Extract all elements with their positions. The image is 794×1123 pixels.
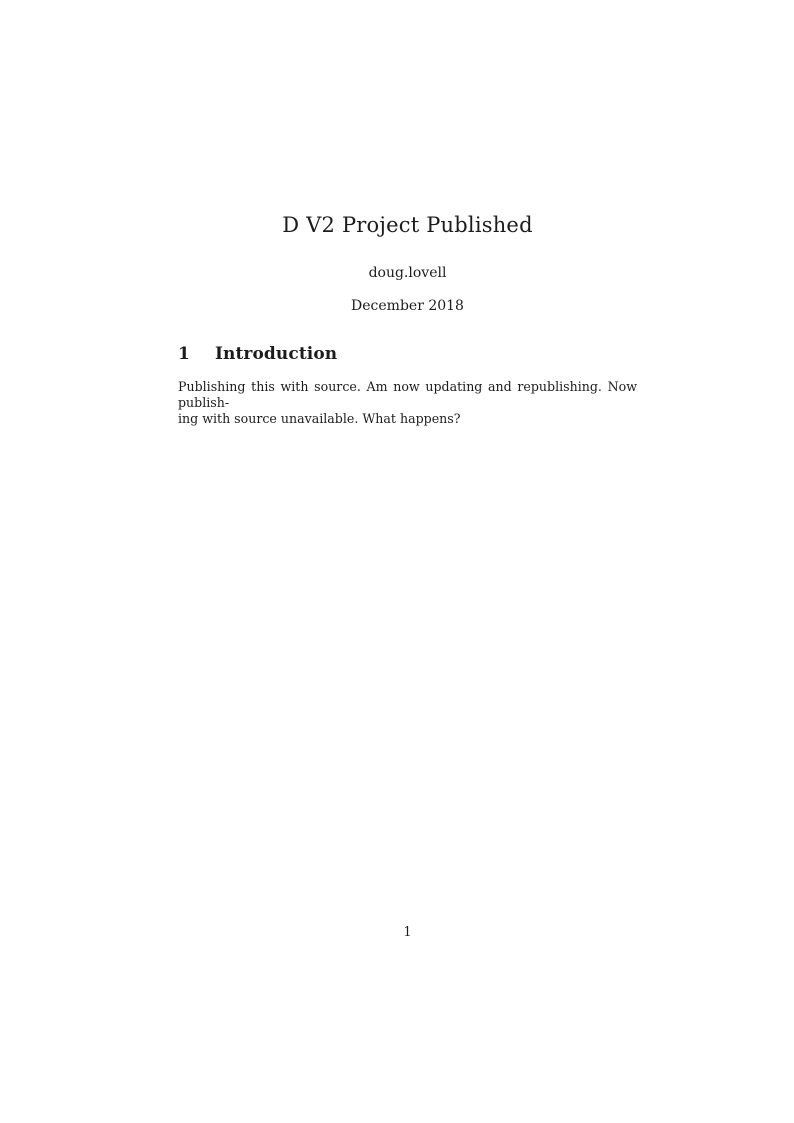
section-number: 1 (178, 344, 190, 364)
document-author: doug.lovell (368, 265, 447, 282)
page-number: 1 (403, 924, 412, 939)
body-paragraph-line-1: Publishing this with source. Am now updating and republishing. Now publish- (178, 379, 637, 411)
document-date: December 2018 (351, 298, 464, 315)
document-title: D V2 Project Published (282, 213, 533, 237)
title-block (178, 213, 637, 314)
section-heading (178, 344, 337, 364)
section-title: Introduction (214, 344, 338, 364)
body-paragraph-line-2: ing with source unavailable. What happens? (178, 411, 461, 427)
body-paragraph (178, 379, 637, 428)
